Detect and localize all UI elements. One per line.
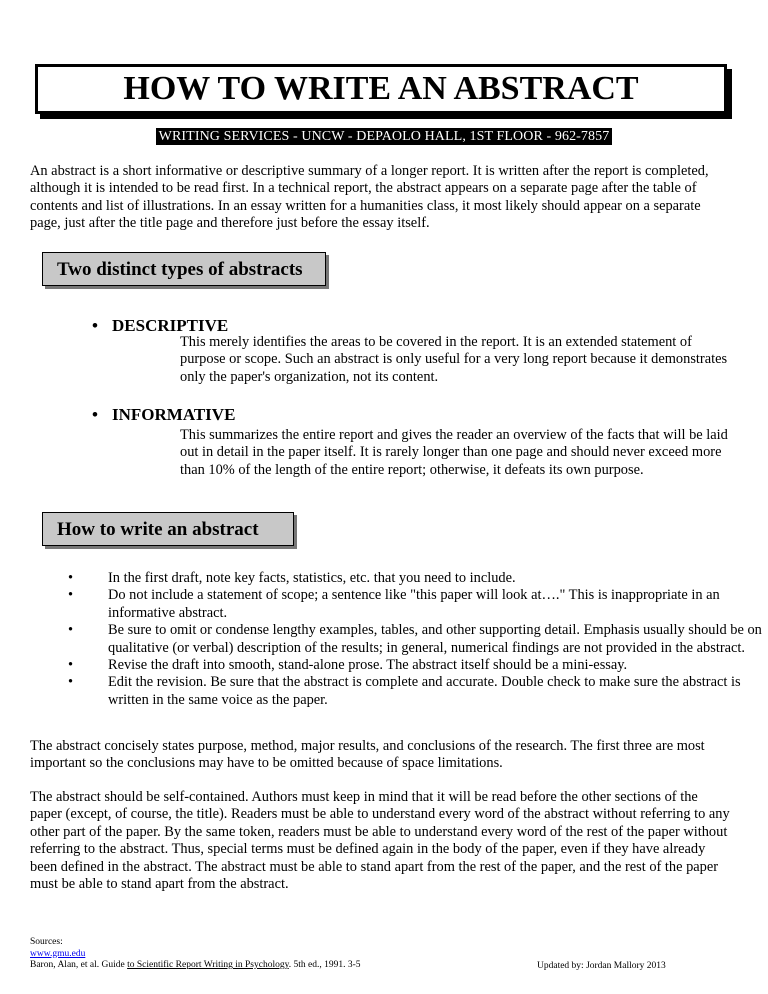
intro-paragraph: An abstract is a short informative or descriptive summary of a longer report. It is written after the report is completed, although it is intended to be read first. In a technical report, the abstract appears on a separate page after the table of contents and list of illustrations. In an essay written for a humanities class, it most likely should appear on a separate page, just after the title page and therefore just before the essay itself. bbox=[30, 163, 709, 232]
informative-text: This summarizes the entire report and gives the reader an overview of the facts that will be laid out in detail in the paper itself. It is rarely longer than one page and should never exceed more than 10% of the length of the entire report; otherwise, it defeats its own purpose. bbox=[180, 427, 728, 478]
bullet-dot-icon: • bbox=[68, 570, 74, 586]
updated-by: Updated by: Jordan Mallory 2013 bbox=[537, 961, 666, 971]
citation-title: to Scientific Report Writing in Psychology bbox=[127, 960, 289, 970]
bullet-informative bbox=[92, 405, 236, 425]
howto-steps-list bbox=[68, 570, 768, 709]
self-contained-paragraph: The abstract should be self-contained. Authors must keep in mind that it will be read before the other sections of the paper (except, of course, the title). Readers must be able to understand every word of the abstract without referring to any other part of the paper. By the same token, readers must be able to understand every word of the rest of the paper without referring to the abstract. Thus, special terms must be defined again in the body of the paper, even if they have already been defined in the abstract. The abstract must be able to stand apart from the rest of the paper, and the rest of the paper must be able to stand apart from the abstract. bbox=[30, 789, 730, 893]
list-item: • Revise the draft into smooth, stand-alone prose. The abstract itself should be a mini-essay. bbox=[68, 657, 628, 674]
sources-label: Sources: bbox=[30, 937, 63, 947]
subtitle-banner bbox=[0, 127, 768, 145]
bullet-dot-icon: • bbox=[68, 657, 74, 674]
page-title: HOW TO WRITE AN ABSTRACT bbox=[35, 64, 727, 114]
list-item: • Edit the revision. Be sure that the abstract is complete and accurate. Double check to make sure the abstract is written in the same voice as the paper. bbox=[68, 674, 741, 708]
section-heading-types: Two distinct types of abstracts bbox=[42, 252, 326, 286]
citation: Baron, Alan, et al. Guide to Scientific Report Writing in Psychology. 5th ed., 1991. 3-5 bbox=[30, 960, 361, 970]
bullet-descriptive bbox=[92, 316, 229, 336]
descriptive-text: This merely identifies the areas to be covered in the report. It is an extended statement of purpose or scope. Such an abstract is only useful for a very long report because it demonstrates only the paper's organization, not its content. bbox=[180, 334, 728, 385]
bullet-dot-icon: • bbox=[68, 587, 74, 604]
bullet-dot-icon: • bbox=[68, 622, 74, 639]
list-item: • Be sure to omit or condense lengthy examples, tables, and other supporting detail. Emphasis usually should be on qualitative (or verbal) description of the results; in general, numerical findings are not provided in the abstract. bbox=[68, 622, 762, 656]
bullet-dot-icon: • bbox=[68, 674, 74, 691]
purpose-paragraph: The abstract concisely states purpose, method, major results, and conclusions of the research. The first three are most important so the conclusions may have to be omitted because of space limitations. bbox=[30, 738, 705, 772]
bullet-label: INFORMATIVE bbox=[112, 405, 236, 424]
section-heading-howto: How to write an abstract bbox=[42, 512, 294, 546]
bullet-dot-icon: • bbox=[92, 405, 98, 424]
list-item: • Do not include a statement of scope; a sentence like "this paper will look at…." This is inappropriate in an informative abstract. bbox=[68, 587, 720, 621]
sources-block bbox=[30, 937, 361, 972]
bullet-label: DESCRIPTIVE bbox=[112, 316, 229, 335]
bullet-dot-icon: • bbox=[92, 316, 98, 335]
subtitle-text: WRITING SERVICES - UNCW - DEPAOLO HALL, 1ST FLOOR - 962-7857 bbox=[156, 128, 613, 145]
source-link[interactable]: www.gmu.edu bbox=[30, 948, 86, 959]
list-item: • In the first draft, note key facts, statistics, etc. that you need to include. bbox=[68, 570, 516, 586]
